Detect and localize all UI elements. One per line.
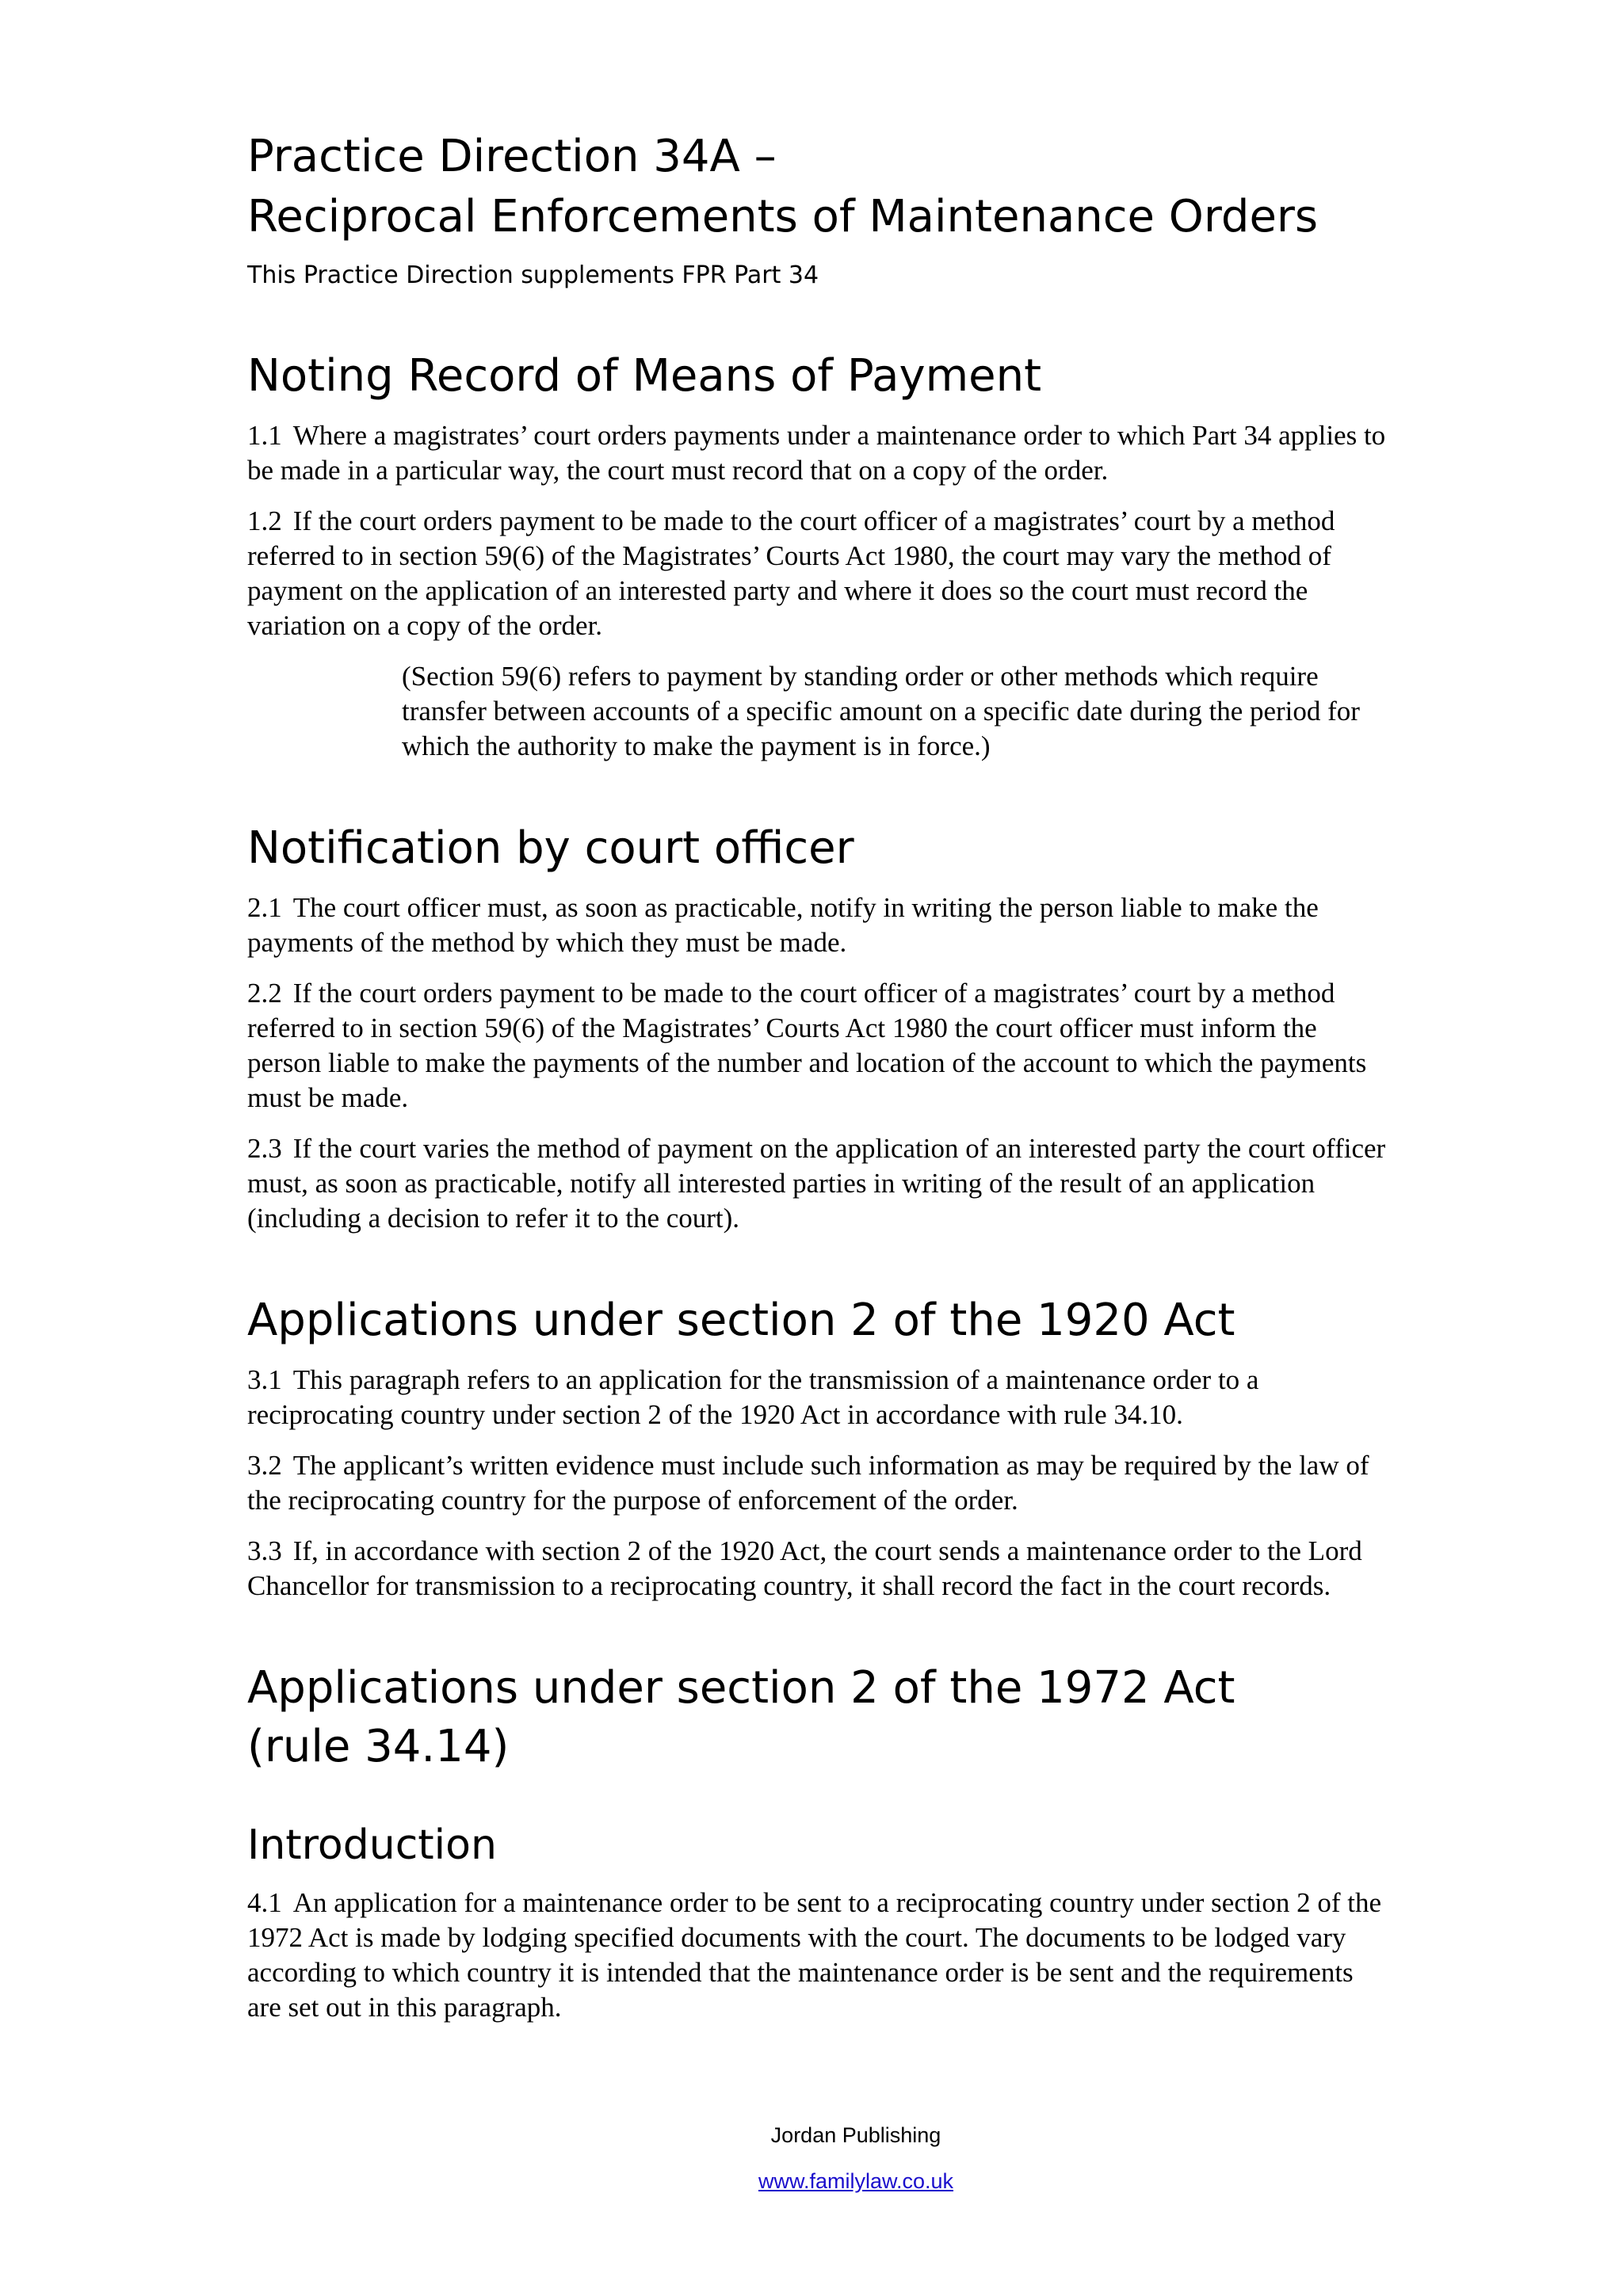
website-link[interactable]: www.familylaw.co.uk [758, 2169, 954, 2193]
document-title [247, 127, 1388, 247]
document-page [247, 127, 1388, 2025]
section-heading: Notification by court officer [247, 822, 854, 874]
paragraph-text: The court officer must, as soon as practicable, notify in writing the person liable to make the payments of the method by which they must be made. [247, 892, 1319, 958]
paragraph-3-1 [247, 1363, 1388, 1432]
paragraph-number: 2.2 [247, 978, 282, 1009]
paragraph-number: 1.1 [247, 420, 282, 451]
paragraph-text: Where a magistrates’ court orders payments under a maintenance order to which Part 34 applies to be made in a particular way, the court must record that on a copy of the order. [247, 420, 1386, 486]
section-heading: Applications under section 2 of the 1920 Act [247, 1295, 1235, 1346]
paragraph-number: 3.3 [247, 1535, 282, 1566]
paragraph-2-3 [247, 1131, 1388, 1236]
section-1920-act [247, 1291, 1388, 1604]
paragraph-number: 1.2 [247, 505, 282, 536]
section-heading [247, 1659, 1388, 1776]
section-1972-act [247, 1659, 1388, 2025]
paragraph-number: 2.3 [247, 1133, 282, 1164]
paragraph-1-2 [247, 504, 1388, 643]
document-header [247, 127, 1388, 292]
paragraph-3-3 [247, 1534, 1388, 1604]
paragraph-number: 3.2 [247, 1450, 282, 1481]
subsection-heading: Introduction [247, 1821, 497, 1869]
paragraph-text: If, in accordance with section 2 of the 1920 Act, the court sends a maintenance order to the Lord Chancellor for transmission to a reciprocating country, it shall record the fact in the court records. [247, 1535, 1362, 1601]
subsection-introduction [247, 1817, 1388, 2025]
section-notification [247, 819, 1388, 1236]
paragraph-number: 2.1 [247, 892, 282, 923]
section-noting-record [247, 347, 1388, 764]
paragraph-text: If the court orders payment to be made to the court officer of a magistrates’ court by a method referred to in section 59(6) of the Magistrates’ Courts Act 1980 the court officer must inform the person liable to make the payments of the number and location of the account to which the payments must be made. [247, 978, 1367, 1113]
heading-line-2: (rule 34.14) [247, 1721, 510, 1772]
paragraph-1-1 [247, 418, 1388, 488]
section-heading: Noting Record of Means of Payment [247, 350, 1042, 402]
paragraph-4-1 [247, 1886, 1388, 2025]
publisher-name: Jordan Publishing [770, 2123, 941, 2147]
paragraph-2-1 [247, 891, 1388, 960]
paragraph-number: 3.1 [247, 1364, 282, 1395]
paragraph-text: This paragraph refers to an application for the transmission of a maintenance order to a reciprocating country under section 2 of the 1920 Act in accordance with rule 34.10. [247, 1364, 1259, 1430]
document-subtitle: This Practice Direction supplements FPR Part 34 [247, 261, 819, 289]
title-line-1: Practice Direction 34A – [247, 131, 777, 182]
paragraph-text: If the court orders payment to be made to the court officer of a magistrates’ court by a method referred to in section 59(6) of the Magistrates’ Courts Act 1980, the court may vary the method of payment on the application of an interested party and where it does so the court must record the variation on a copy of the order. [247, 505, 1335, 641]
paragraph-text: The applicant’s written evidence must include such information as may be required by the law of the reciprocating country for the purpose of enforcement of the order. [247, 1450, 1369, 1516]
page-footer [0, 2119, 1623, 2197]
paragraph-text: An application for a maintenance order to be sent to a reciprocating country under section 2 of the 1972 Act is made by lodging specified documents with the court. The documents to be lodged vary according to which country it is intended that the maintenance order is be sent and the requirements are set out in this paragraph. [247, 1887, 1381, 2023]
title-line-2: Reciprocal Enforcements of Maintenance Orders [247, 191, 1319, 242]
heading-line-1: Applications under section 2 of the 1972 Act [247, 1662, 1235, 1714]
paragraph-2-2 [247, 976, 1388, 1116]
section-59-note: (Section 59(6) refers to payment by standing order or other methods which require transfer between accounts of a specific amount on a specific date during the period for which the authority to make the payment is in force.) [402, 661, 1360, 761]
paragraph-number: 4.1 [247, 1887, 282, 1918]
paragraph-3-2 [247, 1448, 1388, 1518]
paragraph-text: If the court varies the method of payment on the application of an interested party the court officer must, as soon as practicable, notify all interested parties in writing of the result of an application (including a decision to refer it to the court). [247, 1133, 1386, 1234]
